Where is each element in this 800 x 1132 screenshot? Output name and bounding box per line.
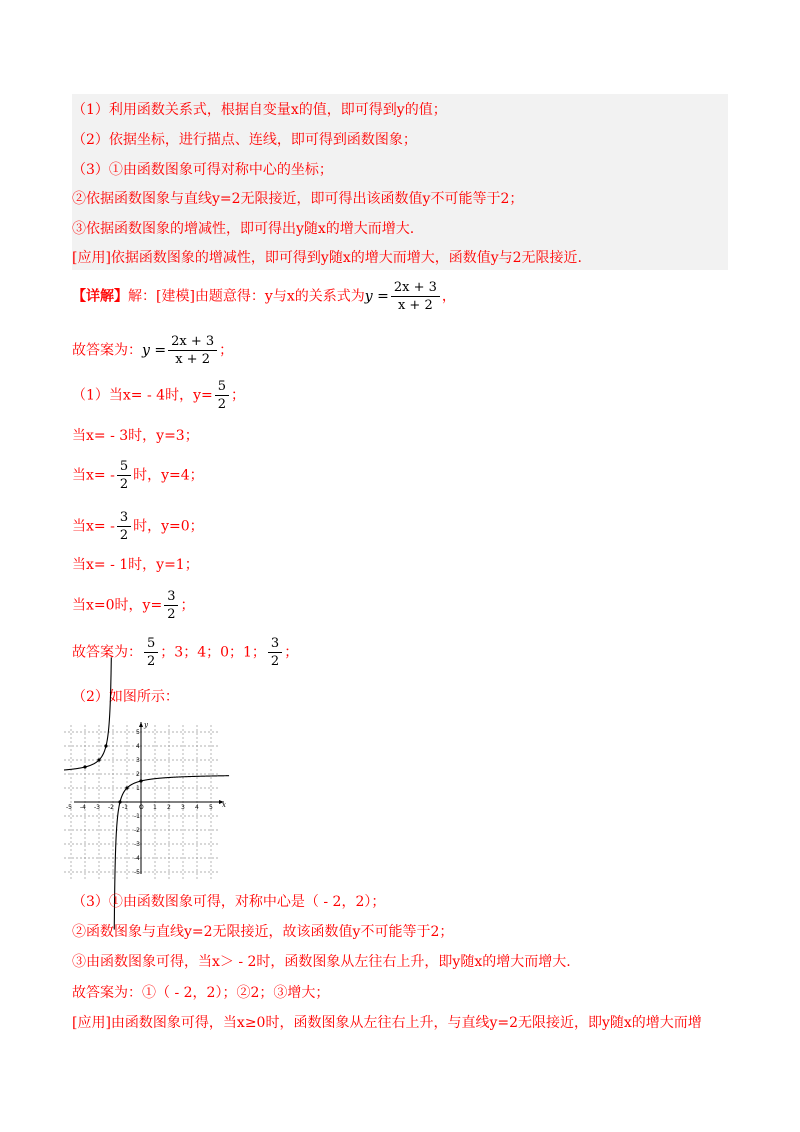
x-tick-label: -4 (80, 804, 86, 811)
answer-function-fraction: $\frac{2x + 3}{x + 2}$ (168, 335, 217, 366)
y-tick-label: -1 (134, 813, 140, 820)
hint-line-6: [应用]依据函数图象的增减性，即可得到y随x的增大而增大，函数值y与2无限接近. (72, 250, 582, 266)
x-tick-label: -2 (108, 804, 114, 811)
y-tick-label: -3 (134, 841, 140, 848)
x-tick-label: -1 (122, 804, 128, 811)
detail-line: 【详解】解：[建模]由题意得：y与x的关系式为y = $\frac{2x + 3}{x + 2}$ ， (72, 280, 456, 313)
hint-line-3: （3）①由函数图象可得对称中心的坐标； (72, 162, 333, 178)
detail-text: 解：[建模]由题意得：y与x的关系式为 (128, 288, 365, 305)
hint-line-1: （1）利用函数关系式，根据自变量x的值，即可得到y的值； (72, 102, 447, 118)
y-axis-label: y (144, 721, 148, 729)
hint-line-5: ③依据函数图象的增减性，即可得出y随x的增大而增大. (72, 221, 415, 237)
value-row-neg1: 当x= - 1时，y=1； (72, 557, 199, 573)
value-row-neg3: 当x= - 3时，y=3； (72, 428, 199, 444)
x-tick-label: 3 (181, 804, 185, 811)
value-row-neg52: 当x= - $\frac{5}{2}$ 时，y=4； (72, 459, 204, 492)
function-graph (66, 720, 228, 876)
hint-line-2: （2）依据坐标，进行描点、连线，即可得到函数图象； (72, 132, 417, 148)
function-fraction: $\frac{2x + 3}{x + 2}$ (391, 281, 440, 312)
x-axis-label: x (222, 801, 226, 809)
y-tick-label: 1 (136, 785, 140, 792)
answer-function-line: 故答案为：y = $\frac{2x + 3}{x + 2}$ ； (72, 334, 234, 367)
y-tick-label: 4 (136, 743, 140, 750)
y-tick-label: 5 (136, 729, 140, 736)
graph-point (118, 800, 121, 803)
part3-line-3: ③由函数图象可得，当x＞ - 2时，函数图象从左往右上升，即y随x的增大而增大. (72, 954, 571, 970)
x-tick-label: O (139, 804, 144, 811)
y-axis-arrow (139, 722, 143, 727)
application-line: [应用]由函数图象可得，当x≥0时，函数图象从左往右上升，与直线y=2无限接近，即y随x的增大而增 (72, 1015, 702, 1031)
x-tick-label: -5 (66, 804, 72, 811)
value-row-0: 当x=0时，y= $\frac{3}{2}$ ； (72, 589, 195, 622)
graph-point (125, 786, 128, 789)
answer3-line: 故答案为：①（ - 2，2）；②2；③增大； (72, 985, 330, 1001)
graph-point (139, 779, 142, 782)
x-tick-label: 4 (195, 804, 199, 811)
answers-line: 故答案为： $\frac{5}{2}$ ；3；4；0；1； $\frac{3}{2}$ ； (72, 636, 299, 669)
hint-line-4: ②依据函数图象与直线y=2无限接近，即可得出该函数值y不可能等于2； (72, 191, 524, 207)
x-tick-label: 1 (153, 804, 157, 811)
part3-line-2: ②函数图象与直线y=2无限接近，故该函数值y不可能等于2； (72, 924, 454, 940)
part2-label: （2）如图所示： (72, 689, 179, 705)
graph-point (104, 744, 107, 747)
y-tick-label: -2 (134, 827, 140, 834)
hint-panel (72, 94, 728, 270)
detail-label: 【详解】 (72, 288, 128, 305)
y-tick-label: -4 (134, 855, 140, 862)
part3-line-1: （3）①由函数图象可得，对称中心是（ - 2，2）； (72, 894, 386, 910)
graph-point (83, 765, 86, 768)
function-graph-svg (66, 720, 228, 876)
y-tick-label: 2 (136, 771, 140, 778)
value-row-neg32: 当x= - $\frac{3}{2}$ 时，y=0； (72, 510, 204, 543)
graph-point (97, 758, 100, 761)
part1-intro-line: （1）当x= - 4时，y= $\frac{5}{2}$ ； (72, 379, 245, 412)
x-tick-label: 5 (209, 804, 213, 811)
x-tick-label: 2 (167, 804, 171, 811)
y-tick-label: -5 (134, 869, 140, 876)
x-tick-label: -3 (94, 804, 100, 811)
y-tick-label: 3 (136, 757, 140, 764)
